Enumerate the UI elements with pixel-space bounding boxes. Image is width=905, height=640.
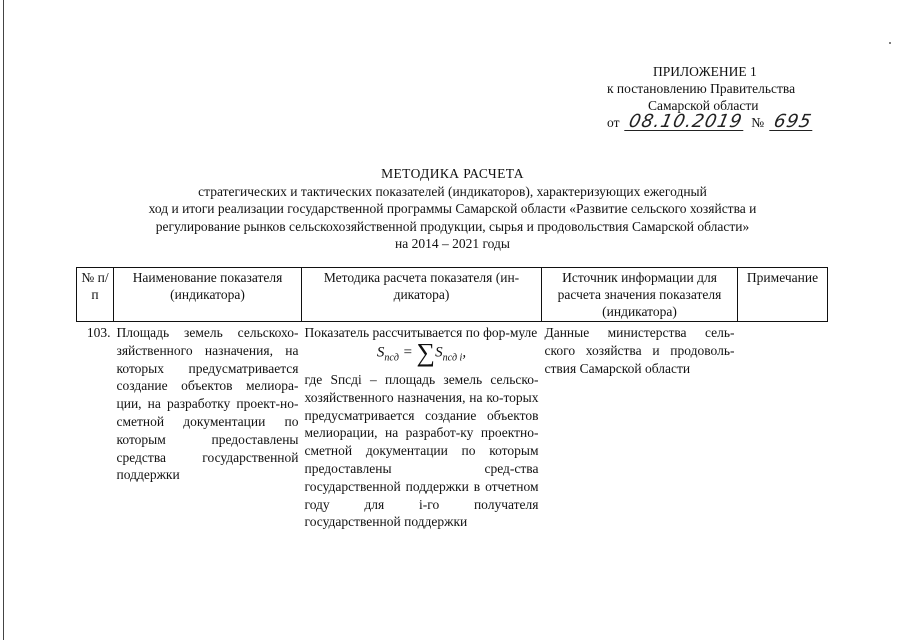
handwritten-date: 08.10.2019 <box>624 114 747 131</box>
formula <box>305 337 539 371</box>
formula-lhs: S <box>376 344 385 361</box>
indicator-table <box>76 267 828 533</box>
appendix-decree: к постановлению Правительства <box>607 81 796 96</box>
header-source: Источник информации для расчета значения показателя (индикатора) <box>542 268 738 322</box>
row-indicator-name: Площадь земель сельскохо-зяйственного назначения, на которых предусматривается создание объектов мелиора-ции, на разработку проект-но-сметной документации по которым предоставлены средства государственной поддержки <box>116 325 299 483</box>
row-number: 103. <box>86 325 111 340</box>
appendix-date-line <box>607 111 817 132</box>
header-number: № п/п <box>77 268 114 322</box>
number-prefix: № <box>751 115 765 130</box>
formula-end: , <box>462 344 467 361</box>
header-note: Примечание <box>738 268 828 322</box>
subtitle-line: ход и итоги реализации государственной программы Самарской области «Развитие сельского хозяйства и <box>148 201 757 216</box>
header-indicator-name: Наименование показателя (индикатора) <box>114 268 302 322</box>
table-row <box>77 322 828 534</box>
appendix-region: Самарской области <box>648 98 759 113</box>
appendix-title: ПРИЛОЖЕНИЕ 1 <box>653 64 757 79</box>
formula-lhs-sub: псд <box>384 352 399 364</box>
subtitle-line: стратегических и тактических показателей (индикаторов), характеризующих ежегодный <box>198 183 707 199</box>
document-title: МЕТОДИКА РАСЧЕТА <box>381 166 524 181</box>
subtitle-line: регулирование рынков сельскохозяйственной продукции, сырья и продовольствия Самарской области» <box>155 218 750 234</box>
method-where: где Sпсдi – площадь земель сельско-хозяйственного назначения, на ко-торых предусматривается создание объектов мелиорации, на разработ-ку проектно-сметной документации по которым предоставлены сред-ства государственной поддержки в отчетном году для i-го получателя государственной поддержки <box>304 371 539 530</box>
sum-symbol: ∑ <box>416 337 436 367</box>
method-intro: Показатель рассчитывается по фор-муле <box>304 325 538 340</box>
formula-rhs: S <box>435 344 443 361</box>
table-header-row <box>77 268 828 322</box>
row-note <box>738 322 828 534</box>
scan-speck <box>889 42 891 44</box>
row-method <box>302 322 542 534</box>
document-title-block <box>0 165 905 253</box>
subtitle-line: на 2014 – 2021 годы <box>395 236 510 251</box>
formula-eq: = <box>402 344 413 361</box>
row-source: Данные министерства сель-ского хозяйства и продоволь-ствия Самарской области <box>544 325 735 376</box>
header-method: Методика расчета показателя (ин-дикатора) <box>302 268 542 322</box>
scan-left-border <box>3 0 4 640</box>
date-prefix: от <box>607 115 620 130</box>
handwritten-number: 695 <box>769 114 816 131</box>
formula-rhs-sub: псд i <box>442 352 463 364</box>
